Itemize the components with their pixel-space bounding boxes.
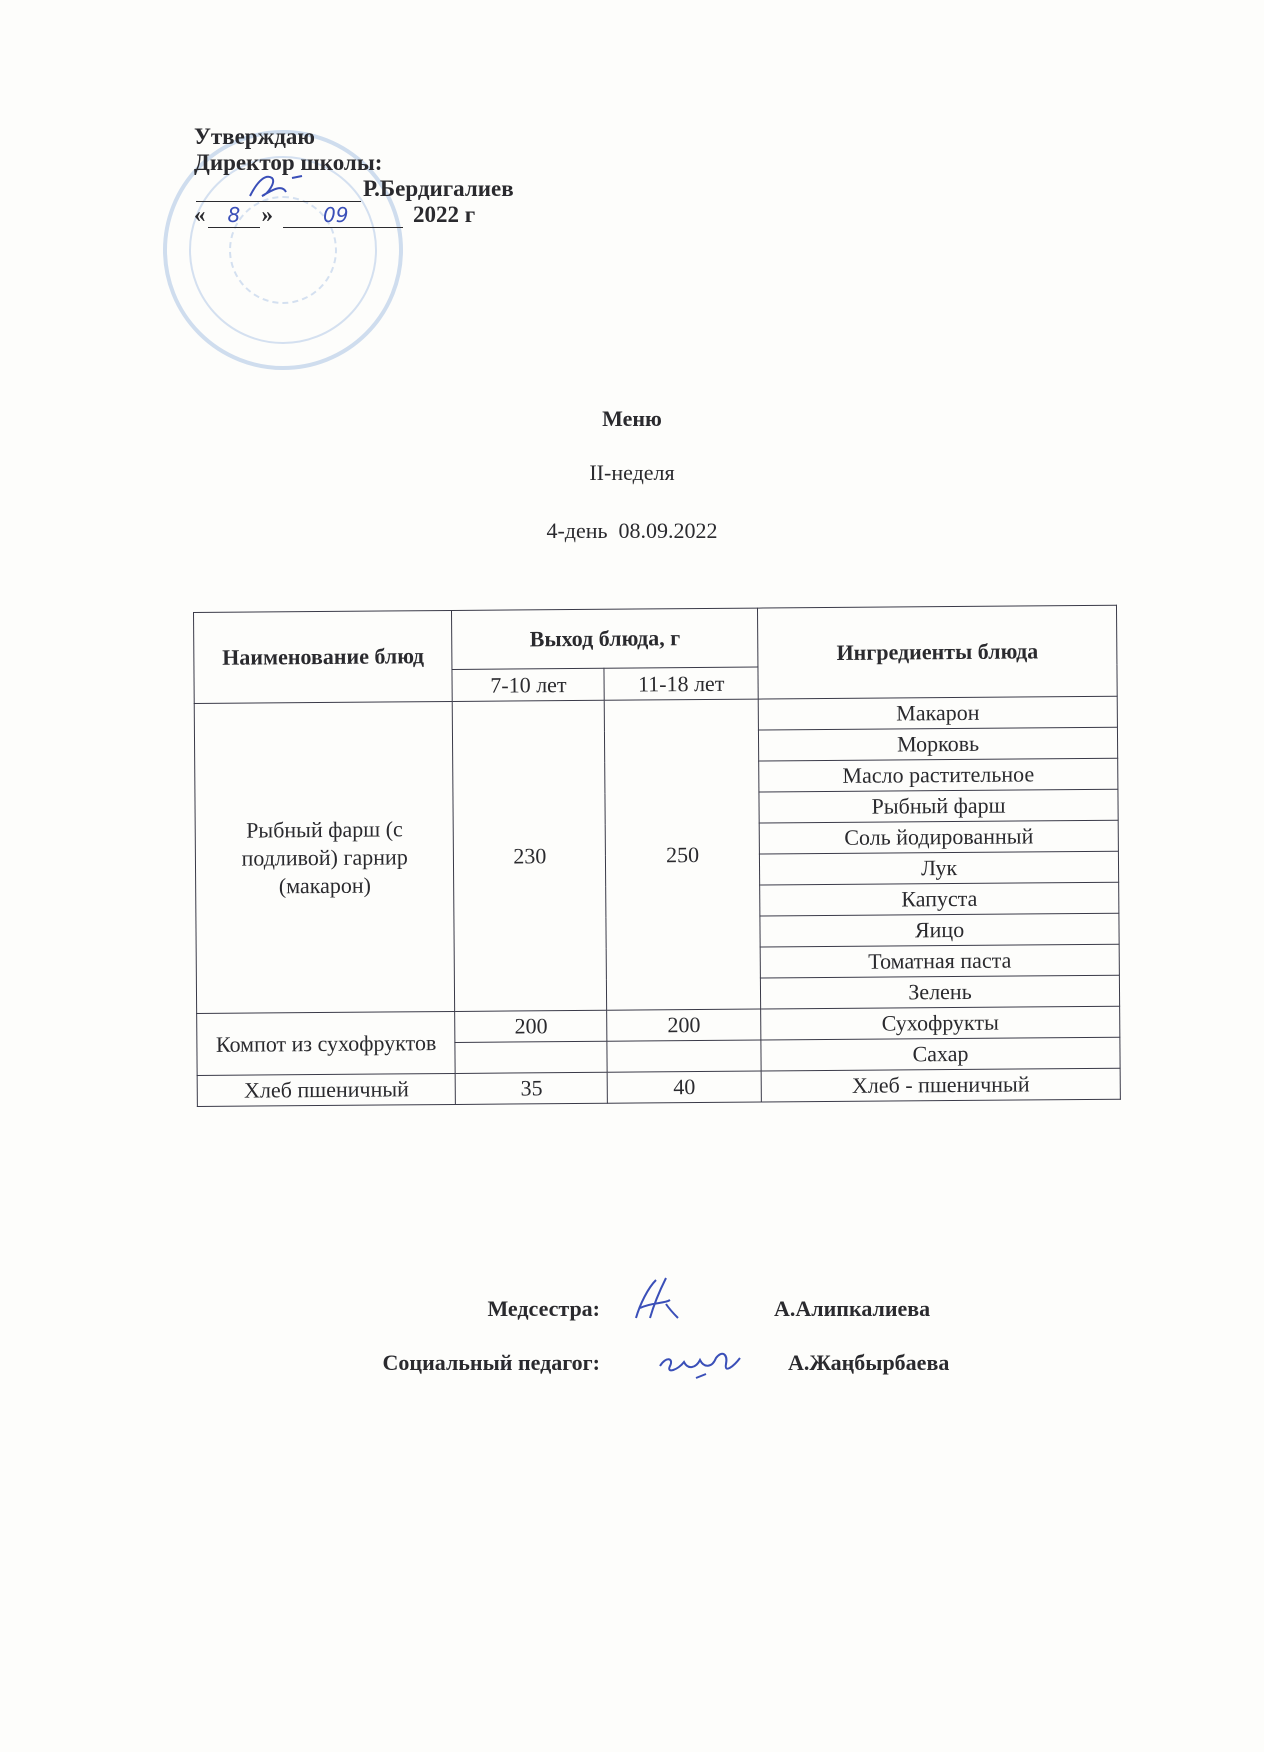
- header-age-7-10: 7-10 лет: [452, 668, 604, 701]
- approve-label: [194, 124, 514, 150]
- approval-block: [194, 124, 514, 228]
- approval-date: [194, 202, 514, 228]
- pedagogue-label: Социальный педагог:: [382, 1350, 600, 1375]
- ingredient: Сахар: [761, 1037, 1120, 1071]
- nurse-label: Медсестра:: [487, 1296, 600, 1321]
- month-underline: [283, 203, 403, 228]
- dish-output-11-18: 40: [607, 1071, 761, 1103]
- ingredient: Сухофрукты: [761, 1006, 1120, 1040]
- dish-output-11-18: 200: [607, 1009, 761, 1041]
- director-name: Р.Бердигалиев: [363, 176, 514, 201]
- day-underline: [208, 203, 260, 228]
- date-close-quote: »: [261, 202, 273, 227]
- director-signature: [246, 170, 316, 200]
- date-open-quote: «: [194, 202, 206, 227]
- ingredient: Макарон: [758, 696, 1117, 730]
- director-signature-line: [194, 176, 514, 202]
- header-ingredients: Ингредиенты блюда: [758, 605, 1118, 699]
- ingredient: Зелень: [760, 975, 1119, 1009]
- dish-name: Рыбный фарш (с подливой) гарнир (макарон): [194, 701, 455, 1013]
- signature-underline: [196, 177, 361, 202]
- table-header-row: [194, 605, 1117, 671]
- ingredient: Масло растительное: [759, 758, 1118, 792]
- day-label: 4-день 08.09.2022: [546, 518, 718, 543]
- empty-cell: [607, 1040, 761, 1072]
- ingredient: Лук: [759, 851, 1118, 885]
- header-dish-name: Наименование блюд: [194, 610, 453, 703]
- dish-output-11-18: 250: [604, 699, 760, 1010]
- nurse-signature: [630, 1274, 690, 1332]
- dish-output-7-10: 200: [455, 1010, 607, 1042]
- nurse-signature-row: [0, 1288, 1264, 1328]
- ingredient: Капуста: [760, 882, 1119, 916]
- dish-output-7-10: 230: [453, 700, 607, 1011]
- table-row: [197, 1068, 1120, 1106]
- handwritten-month: 09: [323, 203, 349, 227]
- ingredient: Хлеб - пшеничный: [761, 1068, 1120, 1102]
- approval-year: 2022 г: [413, 202, 476, 227]
- menu-table: [193, 605, 1121, 1107]
- pedagogue-signature: [656, 1344, 746, 1384]
- ingredient: Томатная паста: [760, 944, 1119, 978]
- ingredient: Морковь: [758, 727, 1117, 761]
- handwritten-day: 8: [227, 203, 241, 227]
- dish-name: Хлеб пшеничный: [197, 1073, 456, 1106]
- page-title: Меню: [602, 406, 662, 431]
- ingredient: Соль йодированный: [759, 820, 1118, 854]
- header-age-11-18: 11-18 лет: [604, 667, 758, 700]
- approve-label-text: Утверждаю: [194, 124, 315, 149]
- pedagogue-signature-row: [0, 1342, 1264, 1382]
- ingredient: Рыбный фарш: [759, 789, 1118, 823]
- ingredient: Яицо: [760, 913, 1119, 947]
- nurse-name: А.Алипкалиева: [774, 1296, 931, 1321]
- dish-name: Компот из сухофруктов: [197, 1011, 456, 1075]
- week-label: II-неделя: [589, 460, 675, 485]
- header-output: Выход блюда, г: [452, 608, 758, 669]
- empty-cell: [455, 1041, 607, 1073]
- director-position: [194, 150, 514, 176]
- pedagogue-name: А.Жаңбырбаева: [788, 1350, 950, 1375]
- director-position-text: Директор школы:: [194, 150, 383, 175]
- dish-output-7-10: 35: [456, 1072, 608, 1104]
